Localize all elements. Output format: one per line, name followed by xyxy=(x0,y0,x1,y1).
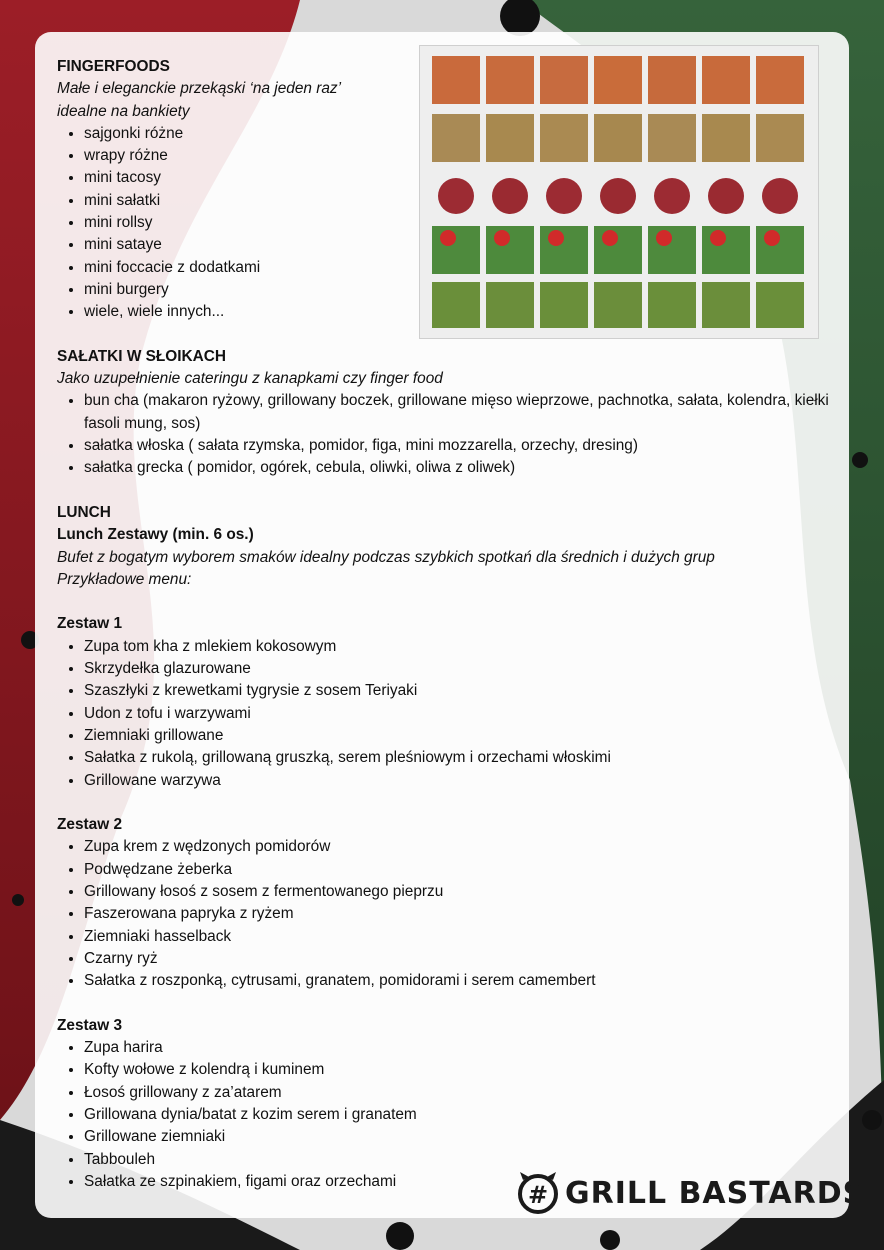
list-item: • Szaszłyki z krewetkami tygrysie z sosem Teriyaki xyxy=(84,680,862,702)
list-item: • Ziemniaki grillowane xyxy=(84,725,862,747)
list-item: • mini burgery xyxy=(84,279,862,301)
list-item: • mini rollsy xyxy=(84,212,862,234)
list-item: • Tabbouleh xyxy=(84,1149,862,1171)
set-1-list xyxy=(57,636,862,792)
set-2-title: Zestaw 2 xyxy=(57,816,123,834)
salads-list xyxy=(57,390,862,479)
fingerfoods-subtitle-1: Małe i eleganckie przekąski ‘na jeden raz’ xyxy=(57,80,342,98)
list-item: • Podwędzane żeberka xyxy=(84,859,862,881)
list-item: • sałatka włoska ( sałata rzymska, pomidor, figa, mini mozzarella, orzechy, dresing) xyxy=(84,435,862,457)
salads-subtitle: Jako uzupełnienie cateringu z kanapkami czy finger food xyxy=(57,370,443,388)
set-3-title: Zestaw 3 xyxy=(57,1016,123,1034)
list-item: • Sałatka z rukolą, grillowaną gruszką, serem pleśniowym i orzechami włoskimi xyxy=(84,747,862,769)
logo-icon xyxy=(517,1170,559,1216)
grill-bastards-logo xyxy=(517,1170,866,1216)
list-item: • Sałatka z roszponką, cytrusami, granatem, pomidorami i serem camembert xyxy=(84,970,862,992)
list-item: • Faszerowana papryka z ryżem xyxy=(84,903,862,925)
list-item: • Łosoś grillowany z za’atarem xyxy=(84,1082,862,1104)
lunch-sample-menu-label: Przykładowe menu: xyxy=(57,570,192,588)
list-item: • sajgonki różne xyxy=(84,123,862,145)
list-item: • Kofty wołowe z kolendrą i kuminem xyxy=(84,1059,862,1081)
menu-content xyxy=(57,56,862,1193)
fingerfoods-title: FINGERFOODS xyxy=(57,58,170,75)
set-2-list xyxy=(57,836,862,992)
list-item: • Ziemniaki hasselback xyxy=(84,926,862,948)
list-item: • Grillowane ziemniaki xyxy=(84,1126,862,1148)
list-item: • bun cha (makaron ryżowy, grillowany boczek, grillowane mięso wieprzowe, pachnotka, sałata, kolendra, kiełki fasoli mung, sos) xyxy=(84,390,862,435)
list-item: • Czarny ryż xyxy=(84,948,862,970)
list-item: • Zupa tom kha z mlekiem kokosowym xyxy=(84,636,862,658)
list-item: • Zupa harira xyxy=(84,1037,862,1059)
list-item: • mini sałatki xyxy=(84,190,862,212)
list-item: • Skrzydełka glazurowane xyxy=(84,658,862,680)
fingerfoods-list xyxy=(57,123,862,324)
lunch-subtitle: Lunch Zestawy (min. 6 os.) xyxy=(57,526,254,544)
list-item: • mini tacosy xyxy=(84,167,862,189)
svg-text:#: # xyxy=(527,1181,549,1209)
list-item: • Udon z tofu i warzywami xyxy=(84,703,862,725)
list-item: • mini sataye xyxy=(84,234,862,256)
logo-text: GRILL BASTARDS xyxy=(565,1176,866,1211)
list-item: • Zupa krem z wędzonych pomidorów xyxy=(84,836,862,858)
list-item: • Sałatka ze szpinakiem, figami oraz orzechami xyxy=(84,1171,862,1193)
list-item: • Grillowane warzywa xyxy=(84,770,862,792)
lunch-title: LUNCH xyxy=(57,503,111,521)
list-item: • Grillowany łosoś z sosem z fermentowanego pieprzu xyxy=(84,881,862,903)
list-item: • mini foccacie z dodatkami xyxy=(84,257,862,279)
list-item: • Grillowana dynia/batat z kozim serem i granatem xyxy=(84,1104,862,1126)
list-item: • wiele, wiele innych... xyxy=(84,301,862,323)
salads-title: SAŁATKI W SŁOIKACH xyxy=(57,347,226,365)
set-1-title: Zestaw 1 xyxy=(57,615,123,633)
fingerfoods-subtitle-2: idealne na bankiety xyxy=(57,102,190,120)
lunch-description: Bufet z bogatym wyborem smaków idealny podczas szybkich spotkań dla średnich i dużych grup xyxy=(57,548,715,566)
list-item: • sałatka grecka ( pomidor, ogórek, cebula, oliwki, oliwa z oliwek) xyxy=(84,457,862,479)
list-item: • wrapy różne xyxy=(84,145,862,167)
